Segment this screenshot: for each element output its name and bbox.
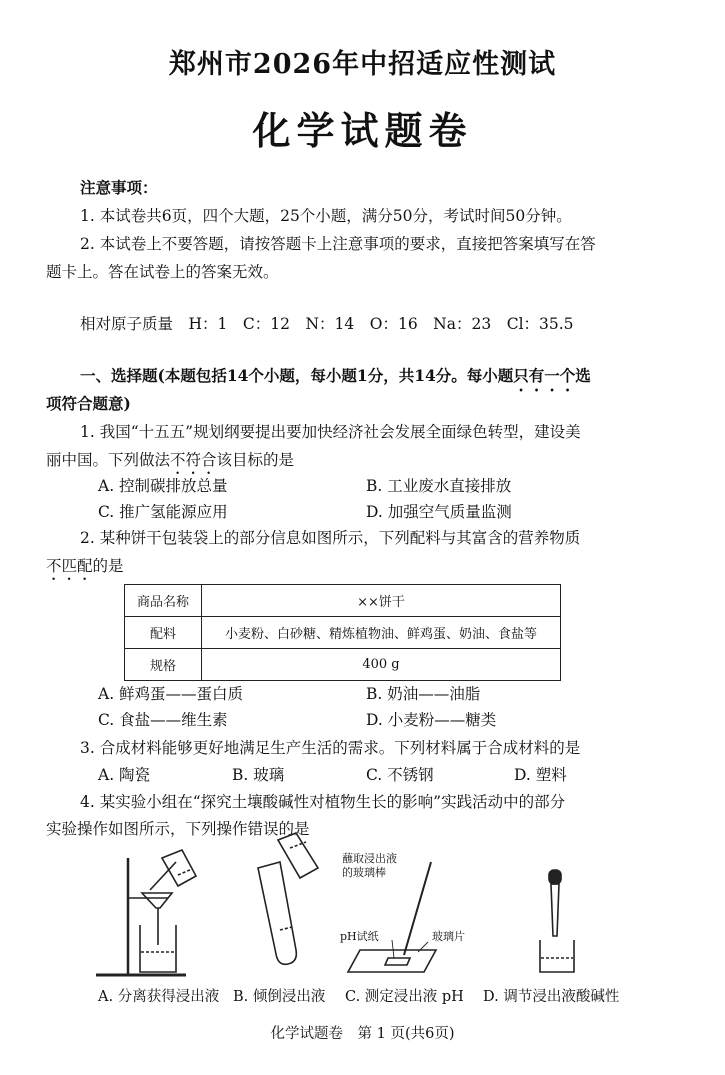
fig-label-rod-line2: 的玻璃棒	[342, 866, 386, 879]
table-key-cell: 规格	[125, 649, 202, 681]
atomic-mass-line: 相对原子质量 H：1 C：12 N：14 O：16 Na：23 Cl：35.5	[80, 315, 574, 333]
q3-option-b: B. 玻璃	[232, 766, 285, 784]
dropper-beaker-apparatus	[540, 870, 574, 972]
q2-stem-emphasis: 不匹配	[46, 557, 93, 575]
q4-option-d: D. 调节浸出液酸碱性	[483, 989, 620, 1005]
table-value-cell: 小麦粉、白砂糖、精炼植物油、鲜鸡蛋、奶油、食盐等	[202, 617, 561, 649]
q4-stem-line2: 实验操作如图所示，下列操作错误的是	[46, 820, 310, 838]
section1-heading-emphasis: 只有一个	[513, 366, 576, 385]
q1-option-a: A. 控制碳排放总量	[98, 477, 228, 495]
q2-option-a: A. 鲜鸡蛋——蛋白质	[98, 685, 244, 703]
table-key-cell: 配料	[125, 617, 202, 649]
q1-stem-a: 丽中国。下列做法	[46, 451, 171, 469]
pouring-apparatus	[258, 833, 318, 964]
table-key-cell: 商品名称	[125, 585, 202, 617]
page-footer: 化学试题卷 第 1 页(共6页)	[270, 1026, 455, 1042]
section1-heading-b: 选	[575, 366, 591, 385]
q2-option-b: B. 奶油——油脂	[366, 685, 481, 703]
q3-option-a: A. 陶瓷	[98, 766, 151, 784]
q3-stem: 3. 合成材料能够更好地满足生产生活的需求。下列材料属于合成材料的是	[80, 739, 581, 757]
q4-stem-line1: 4. 某实验小组在“探究土壤酸碱性对植物生长的影响”实践活动中的部分	[80, 793, 566, 811]
notice-item-2-line1: 2. 本试卷上不要答题，请按答题卡上注意事项的要求，直接把答案填写在答	[80, 235, 596, 253]
q2-stem-b: 的是	[92, 557, 124, 575]
table-value-cell: ××饼干	[202, 585, 561, 617]
fig-label-ph-paper: pH试纸	[340, 930, 379, 943]
notice-item-1: 1. 本试卷共6页，四个大题，25个小题，满分50分，考试时间50分钟。	[80, 207, 572, 225]
table-value-cell: 400 g	[202, 649, 561, 681]
filtration-apparatus	[96, 850, 196, 975]
q4-option-c: C. 测定浸出液 pH	[345, 989, 464, 1005]
exam-title: 郑州市2026年中招适应性测试	[168, 49, 557, 80]
q2-stem-line1: 2. 某种饼干包装袋上的部分信息如图所示，下列配料与其富含的营养物质	[80, 529, 581, 547]
q3-option-c: C. 不锈钢	[366, 766, 434, 784]
q1-option-c: C. 推广氢能源应用	[98, 503, 228, 521]
fig-label-glass-slide: 玻璃片	[432, 930, 465, 943]
section1-heading-a: 一、选择题(本题包括14个小题，每小题1分，共14分。每小题	[80, 366, 514, 385]
q1-stem-emphasis: 不符合	[170, 451, 217, 469]
paper-subtitle: 化学试题卷	[252, 108, 473, 153]
q3-option-d: D. 塑料	[514, 766, 567, 784]
q4-option-b: B. 倾倒浸出液	[233, 989, 326, 1005]
q1-stem-line1: 1. 我国“十五五”规划纲要提出要加快经济社会发展全面绿色转型，建设美	[80, 423, 581, 441]
q2-option-c: C. 食盐——维生素	[98, 711, 228, 729]
q2-option-d: D. 小麦粉——糖类	[366, 711, 497, 729]
q1-stem-b: 该目标的是	[216, 451, 295, 469]
q4-option-a: A. 分离获得浸出液	[98, 989, 220, 1005]
notice-heading: 注意事项：	[80, 178, 158, 197]
notice-item-2-line2: 题卡上。答在试卷上的答案无效。	[46, 263, 279, 281]
q1-option-b: B. 工业废水直接排放	[366, 477, 512, 495]
section1-heading-line2: 项符合题意)	[46, 394, 131, 413]
q1-option-d: D. 加强空气质量监测	[366, 503, 512, 521]
fig-label-rod-line1: 蘸取浸出液	[342, 852, 397, 865]
